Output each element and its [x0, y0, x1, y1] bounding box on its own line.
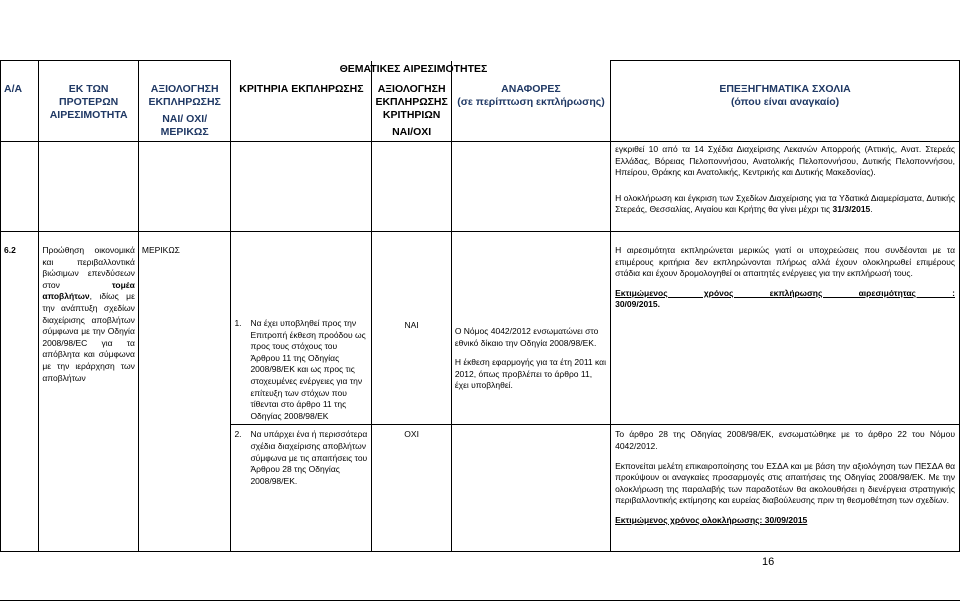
condition-evaluation: ΜΕΡΙΚΩΣ	[138, 232, 231, 552]
criterion-1-references: Ο Νόμος 4042/2012 ενσωματώνει στο εθνικό δίκαιο την Οδηγία 2008/98/ΕΚ. Η έκθεση εφαρμογής για τα έτη 2011 και 2012, όπως προβλέπει το άρθρο 11, έχει υποβληθεί.	[451, 232, 610, 425]
criterion-1-comments: Η αιρεσιμότητα εκπληρώνεται μερικώς γιατί οι υποχρεώσεις που συνδέονται με τα επιμέρους κριτήρια δεν εκπληρώνονται πλήρως αλλά έχουν ολοκληρωθεί επιμέρους στάδια και έχουν δρομολογηθεί οι απαιτητές ενέργειες για την εκπλήρωσή τους. Εκτιμώμενος χρόνος εκπλήρωσης αιρεσιμότητας : 30/09/2015.	[611, 232, 960, 425]
condition-description: Προώθηση οικονομικά και περιβαλλοντικά βιώσιμων επενδύσεων στον τομέα αποβλήτων, ιδίως με την ανάπτυξη σχεδίων διαχείρισης αποβλήτων σύμφωνα με την Οδηγία 2008/98/EC για τα απόβλητα και σύμφωνα με την ιεράρχηση των αποβλήτων	[39, 232, 139, 552]
condition-number: 6.2	[1, 232, 39, 552]
criterion-1: 1. Να έχει υποβληθεί προς την Επιτροπή έκθεση προόδου ως προς τους στόχους του Άρθρου 11 της Οδηγίας 2008/98/ΕΚ και ως προς τις στοχευμένες ενέργειες για την επίτευξη των στόχων που τίθενται στο άρθρο 11 της Οδηγίας 2008/98/ΕΚ	[231, 232, 372, 425]
header-criteria: ΚΡΙΤΗΡΙΑ ΕΚΠΛΗΡΩΣΗΣ	[231, 61, 372, 142]
header-ex-ante: ΕΚ ΤΩΝ ΠΡΟΤΕΡΩΝ ΑΙΡΕΣΙΜΟΤΗΤΑ	[39, 61, 139, 142]
continuation-row	[1, 142, 960, 232]
page-number: 16	[762, 556, 775, 568]
criterion-2-references	[451, 425, 610, 552]
header-comments: ΕΠΕΞΗΓΗΜΑΤΙΚΑ ΣΧΟΛΙΑ (όπου είναι αναγκαίο)	[611, 61, 960, 142]
criterion-2-answer: ΟΧΙ	[372, 425, 451, 552]
header-evaluation: ΑΞΙΟΛΟΓΗΣΗ ΕΚΠΛΗΡΩΣΗΣ ΝΑΙ/ ΟΧΙ/ ΜΕΡΙΚΩΣ	[138, 61, 231, 142]
header-references: ΑΝΑΦΟΡΕΣ (σε περίπτωση εκπλήρωσης)	[451, 61, 610, 142]
condition-6-2-criterion-1-row	[1, 232, 960, 425]
thematic-conditionalities-title: ΘΕΜΑΤΙΚΕΣ ΑΙΡΕΣΙΜΟΤΗΤΕΣ	[339, 63, 488, 75]
table-header-row	[1, 61, 960, 142]
criterion-2: 2. Να υπάρχει ένα ή περισσότερα σχέδια διαχείρισης αποβλήτων σύμφωνα με τις απαιτήσεις του Άρθρου 28 της Οδηγίας 2008/98/ΕΚ.	[231, 425, 372, 552]
page-bottom-rule	[0, 600, 960, 601]
header-criteria-evaluation: ΑΞΙΟΛΟΓΗΣΗ ΕΚΠΛΗΡΩΣΗΣ ΚΡΙΤΗΡΙΩΝ ΝΑΙ/ΟΧΙ	[372, 61, 451, 142]
header-aa: Α/Α	[1, 61, 39, 142]
continuation-comments: εγκριθεί 10 από τα 14 Σχέδια Διαχείρισης Λεκανών Απορροής (Αττικής, Ανατ. Στερεάς Ελλάδας, Βόρειας Πελοποννήσου, Ανατολικής Πελοποννήσου, Δυτικής Πελοποννήσου, Ηπείρου, Θράκης και Ανατολικής, Κεντρικής και Δυτικής Μακεδονίας). Η ολοκλήρωση και έγκριση των Σχεδίων Διαχείρισης για τα Υδατικά Διαμερίσματα, Δυτικής Στερεάς, Θεσσαλίας, Αιγαίου και Κρήτης θα γίνει μέχρι τις 31/3/2015.	[611, 142, 960, 232]
conditionality-table	[0, 60, 960, 552]
criterion-2-comments: Το άρθρο 28 της Οδηγίας 2008/98/ΕΚ, ενσωματώθηκε με το άρθρο 22 του Νόμου 4042/2012. Εκπονείται μελέτη επικαιροποίησης του ΕΣΔΑ και με βάση την αξιολόγηση των ΠΕΣΔΑ θα προκύψουν οι αναγκαίες προσαρμογές στις απαιτήσεις της Οδηγίας 2008/98/ΕΚ. Με την ολοκλήρωση της παραλαβής των παραδοτέων θα ακολουθήσει η διενέργεια στρατηγικής περιβαλλοντικής εκτίμησης και ευρείας διαβούλευσης πριν τη θεσμοθέτηση των σχεδίων. Εκτιμώμενος χρόνος ολοκλήρωσης: 30/09/2015	[611, 425, 960, 552]
criterion-1-answer: ΝΑΙ	[372, 232, 451, 425]
